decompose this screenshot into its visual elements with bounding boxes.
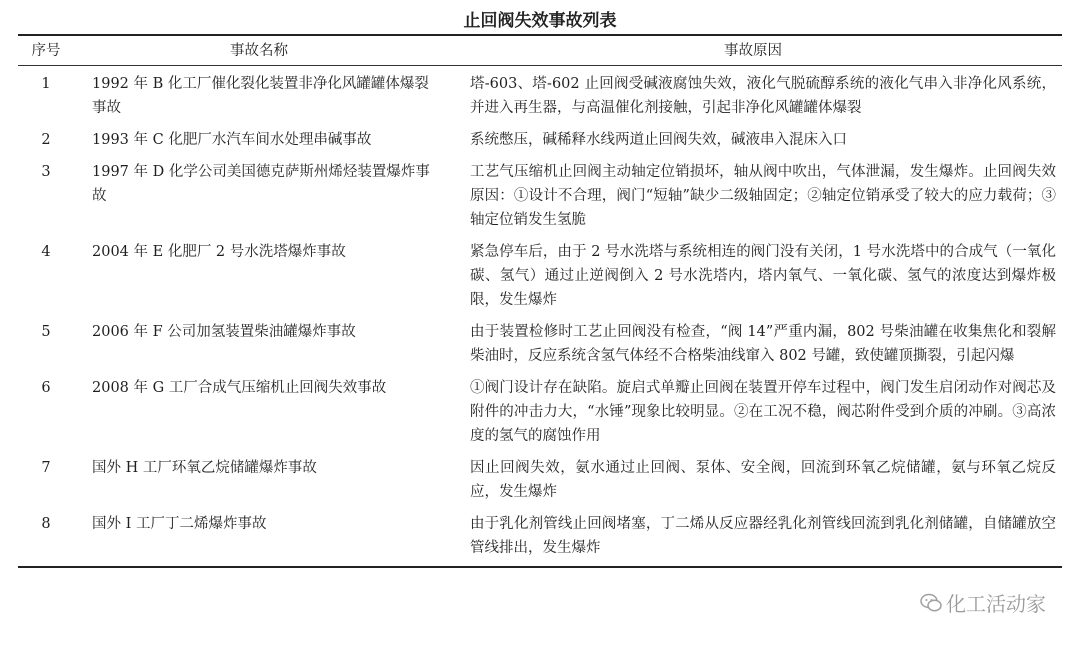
accident-name: 1997 年 D 化学公司美国德克萨斯州烯烃装置爆炸事故 — [92, 164, 430, 204]
table-row — [18, 374, 1062, 454]
watermark-text: 化工活动家 — [946, 592, 1046, 616]
column-header-cause: 事故原因 — [444, 35, 1062, 66]
row-number: 2 — [41, 132, 51, 148]
accident-cause: 系统憋压，碱稀释水线两道止回阀失效，碱液串入混床入口 — [470, 132, 847, 148]
row-number: 3 — [41, 164, 51, 180]
table-row — [18, 510, 1062, 567]
accident-cause: ①阀门设计存在缺陷。旋启式单瓣止回阀在装置开停车过程中，阀门发生启闭动作对阀芯及附件的冲击力大，“水锤”现象比较明显。②在工况不稳，阀芯附件受到介质的冲刷。③高浓度的氢气的腐蚀作用 — [470, 380, 1056, 444]
accident-name: 国外 H 工厂环氧乙烷储罐爆炸事故 — [92, 460, 317, 476]
row-number: 4 — [41, 244, 51, 260]
accident-name: 2006 年 F 公司加氢装置柴油罐爆炸事故 — [92, 324, 356, 340]
accident-name: 2008 年 G 工厂合成气压缩机止回阀失效事故 — [92, 380, 387, 396]
accident-name: 1992 年 B 化工厂催化裂化装置非净化风罐罐体爆裂事故 — [92, 76, 429, 116]
accident-cause: 塔-603、塔-602 止回阀受碱液腐蚀失效，液化气脱硫醇系统的液化气串入非净化风系统，并进入再生器，与高温催化剂接触，引起非净化风罐罐体爆裂 — [470, 76, 1056, 116]
accident-name: 2004 年 E 化肥厂 2 号水洗塔爆炸事故 — [92, 244, 346, 260]
table-row — [18, 158, 1062, 238]
wechat-icon — [920, 593, 942, 613]
row-number: 1 — [41, 76, 51, 92]
accident-name: 1993 年 C 化肥厂水汽车间水处理串碱事故 — [92, 132, 372, 148]
column-header-name: 事故名称 — [74, 35, 444, 66]
column-header-no: 序号 — [18, 35, 74, 66]
table-title: 止回阀失效事故列表 — [463, 11, 617, 31]
row-number: 8 — [18, 510, 74, 567]
row-number: 5 — [41, 324, 51, 340]
watermark — [916, 588, 1050, 617]
accident-cause: 紧急停车后，由于 2 号水洗塔与系统相连的阀门没有关闭，1 号水洗塔中的合成气（一氧化碳、氢气）通过止逆阀倒入 2 号水洗塔内，塔内氧气、一氧化碳、氢气的浓度达到爆炸极限，发生爆炸 — [470, 244, 1056, 308]
accident-table — [18, 34, 1062, 568]
table-row — [18, 126, 1062, 158]
table-row — [18, 318, 1062, 374]
row-number: 6 — [41, 380, 51, 396]
table-row — [18, 66, 1062, 127]
row-number: 7 — [41, 460, 51, 476]
accident-cause: 因止回阀失效，氨水通过止回阀、泵体、安全阀，回流到环氧乙烷储罐，氨与环氧乙烷反应，发生爆炸 — [470, 460, 1056, 500]
table-header-row — [18, 35, 1062, 66]
accident-cause: 由于装置检修时工艺止回阀没有检查，“阀 14”严重内漏，802 号柴油罐在收集焦化和裂解柴油时，反应系统含氢气体经不合格柴油线窜入 802 号罐，致使罐顶撕裂，引起闪爆 — [470, 324, 1056, 364]
accident-name: 国外 I 工厂丁二烯爆炸事故 — [74, 510, 444, 567]
accident-cause: 工艺气压缩机止回阀主动轴定位销损坏，轴从阀中吹出，气体泄漏，发生爆炸。止回阀失效原因：①设计不合理，阀门“短轴”缺少二级轴固定；②轴定位销承受了较大的应力载荷；③轴定位销发生氢脆 — [470, 164, 1056, 228]
table-row — [18, 454, 1062, 510]
table-row — [18, 238, 1062, 318]
accident-cause: 由于乳化剂管线止回阀堵塞，丁二烯从反应器经乳化剂管线回流到乳化剂储罐，自储罐放空管线排出，发生爆炸 — [444, 510, 1062, 567]
